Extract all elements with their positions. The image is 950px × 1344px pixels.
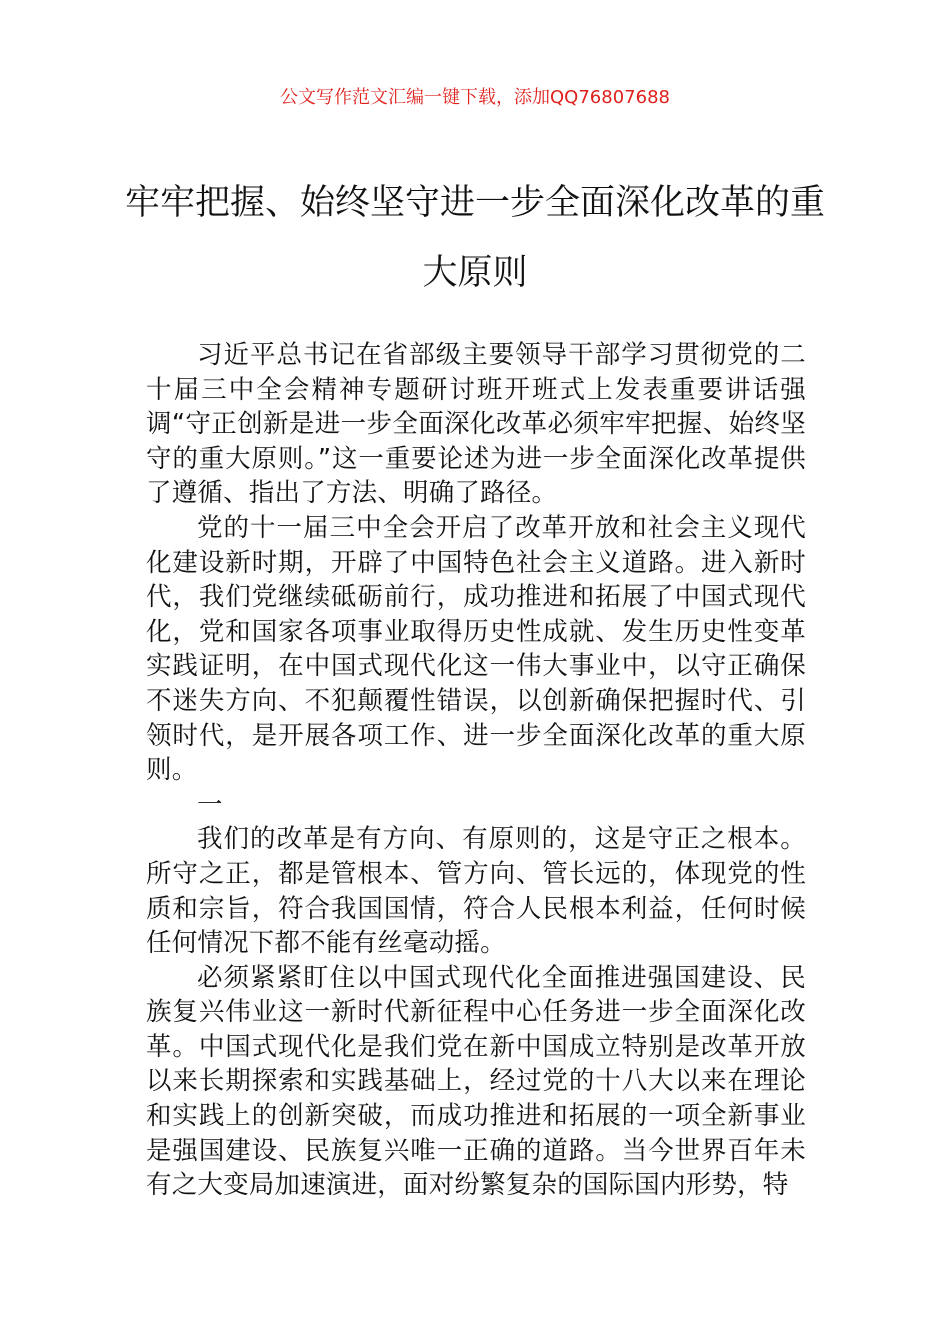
download-banner: 公文写作范文汇编一键下载，添加QQ76807688 — [280, 87, 670, 108]
document-title: 牢牢把握、始终坚守进一步全面深化改革的重大原则 — [124, 183, 825, 293]
paragraph-modernization: 必须紧紧盯住以中国式现代化全面推进强国建设、民族复兴伟业这一新时代新征程中心任务进一步全面深化改革。中国式现代化是我们党在新中国成立特别是改革开放以来长期探索和实践基础上，经过党的十八大以来在理论和实践上的创新突破，而成功推进和拓展的一项全新事业是强国建设、民族复兴唯一正确的道路。当今世界百年未有之大变局加速演进，面对纷繁复杂的国际国内形势，特 — [146, 962, 806, 1201]
paragraph-history: 党的十一届三中全会开启了改革开放和社会主义现代化建设新时期，开辟了中国特色社会主义道路。进入新时代，我们党继续砥砺前行，成功推进和拓展了中国式现代化，党和国家各项事业取得历史性成就、发生历史性变革实践证明，在中国式现代化这一伟大事业中，以守正确保不迷失方向、不犯颠覆性错误，以创新确保把握时代、引领时代，是开展各项工作、进一步全面深化改革的重大原则。 — [146, 512, 806, 786]
paragraph-direction: 我们的改革是有方向、有原则的，这是守正之根本。所守之正，都是管根本、管方向、管长远的，体现党的性质和宗旨，符合我国国情，符合人民根本利益，任何时候任何情况下都不能有丝毫动摇。 — [146, 824, 806, 959]
section-number: 一 — [197, 789, 223, 820]
document-body — [146, 338, 806, 1203]
paragraph-intro: 习近平总书记在省部级主要领导干部学习贯彻党的二十届三中全会精神专题研讨班开班式上发表重要讲话强调“守正创新是进一步全面深化改革必须牢牢把握、始终坚守的重大原则。”这一重要论述为进一步全面深化改革提供了遵循、指出了方法、明确了路径。 — [146, 340, 806, 509]
